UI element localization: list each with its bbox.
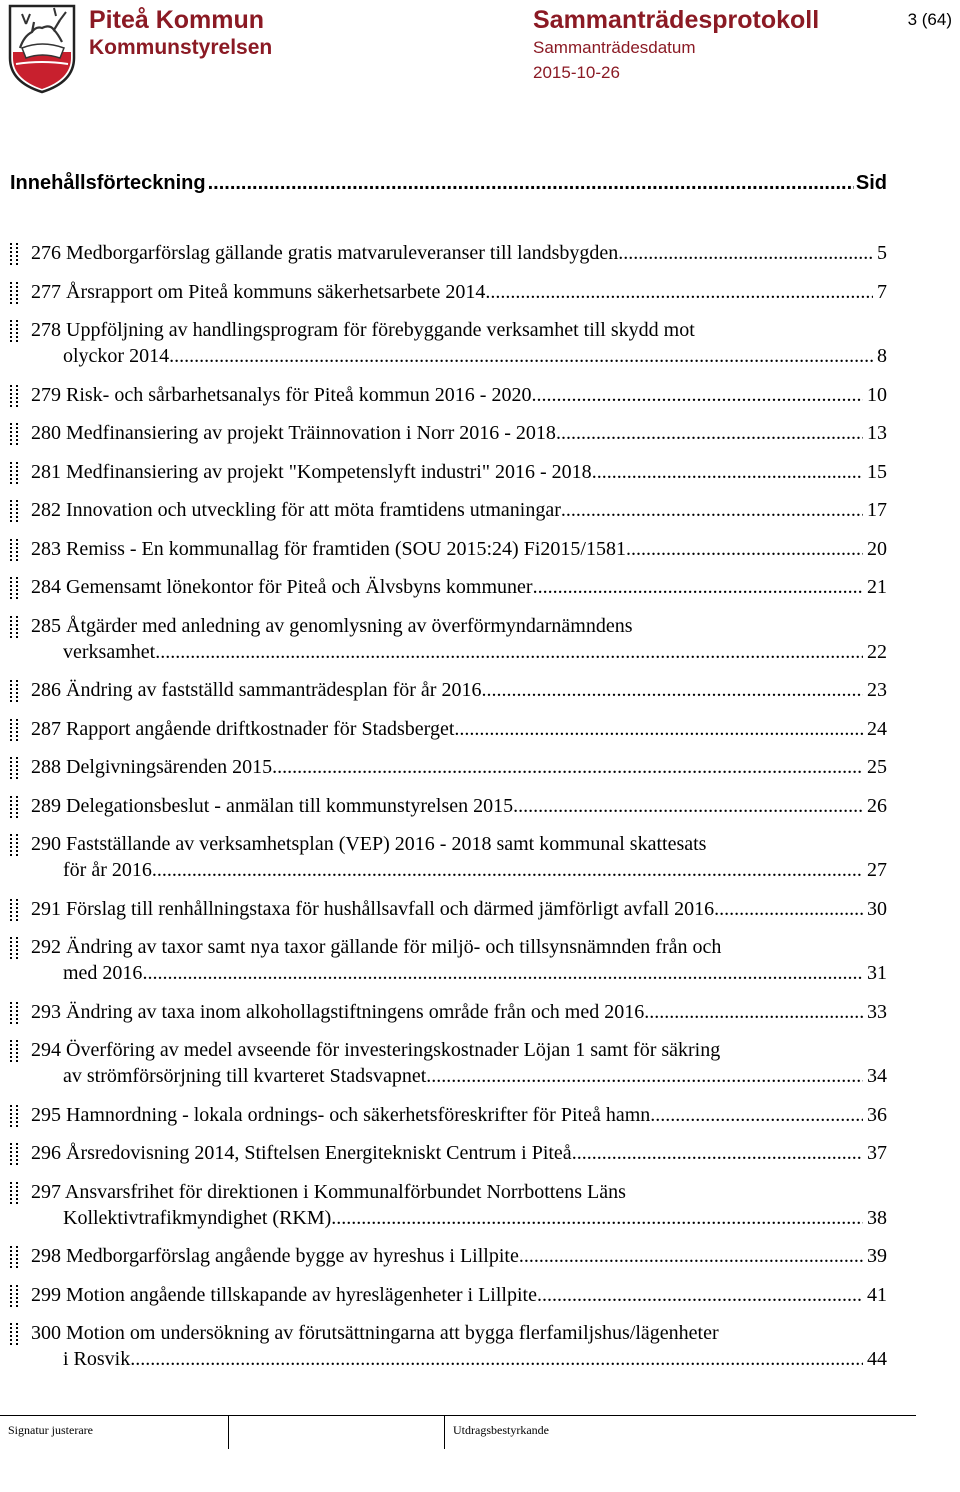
toc-entry[interactable] xyxy=(0,791,960,830)
bullet-marker-icon xyxy=(10,577,18,599)
dot-leader xyxy=(626,536,863,562)
toc-entry-title-line1: 292 Ändring av taxor samt nya taxor gällande för miljö- och tillsynsnämnden från och xyxy=(31,936,722,958)
toc-entry-row xyxy=(31,896,887,922)
signature-box-divider xyxy=(228,1415,229,1449)
toc-entry-row xyxy=(63,857,887,883)
toc-entry-row xyxy=(63,1346,887,1372)
toc-entry-page: 17 xyxy=(867,499,887,521)
dot-leader xyxy=(533,574,863,600)
toc-entry-row xyxy=(31,420,887,446)
toc-entry-page: 25 xyxy=(867,756,887,778)
dot-leader xyxy=(426,1063,863,1089)
dot-leader xyxy=(650,1102,863,1128)
dot-leader xyxy=(572,1140,863,1166)
toc-entry-title: med 2016 xyxy=(63,962,143,984)
toc-entry-title: 291 Förslag till renhållningstaxa för hushållsavfall och därmed jämförligt avfall 2016 xyxy=(31,897,715,920)
dot-leader xyxy=(454,716,863,742)
toc-entry-page: 39 xyxy=(867,1245,887,1267)
toc-entry-title: 288 Delgivningsärenden 2015 xyxy=(31,756,273,778)
toc-entry-page: 41 xyxy=(867,1283,887,1306)
toc-entry-title-line1: 278 Uppföljning av handlingsprogram för förebyggande verksamhet till skydd mot xyxy=(31,319,695,341)
bullet-marker-icon xyxy=(10,539,18,561)
organization-name: Piteå Kommun xyxy=(89,6,265,34)
dot-leader xyxy=(714,896,863,922)
page-number: 3 (64) xyxy=(907,10,952,29)
toc-entry-page: 8 xyxy=(877,345,887,367)
toc-entry-title: 287 Rapport angående driftkostnader för Stadsberget xyxy=(31,717,455,740)
toc-entry-row xyxy=(31,382,887,408)
page-footer xyxy=(0,1415,960,1455)
toc-entry[interactable] xyxy=(0,1241,960,1280)
certification-box-divider xyxy=(444,1415,445,1449)
toc-entry[interactable] xyxy=(0,315,960,380)
bullet-marker-icon xyxy=(10,243,18,265)
toc-entry-page: 22 xyxy=(867,640,887,663)
toc-entry-title: Kollektivtrafikmyndighet (RKM) xyxy=(63,1206,332,1229)
toc-entry[interactable] xyxy=(0,457,960,496)
dot-leader xyxy=(537,1282,863,1308)
toc-entry-row xyxy=(63,343,887,369)
bullet-marker-icon xyxy=(10,1002,18,1024)
toc-entry[interactable] xyxy=(0,572,960,611)
toc-entry[interactable] xyxy=(0,894,960,933)
dot-leader xyxy=(561,497,863,523)
toc-entry-title: 284 Gemensamt lönekontor för Piteå och Älvsbyns kommuner xyxy=(31,576,533,598)
board-name: Kommunstyrelsen xyxy=(89,36,273,59)
bullet-marker-icon xyxy=(10,796,18,818)
toc-entry-page: 20 xyxy=(867,537,887,560)
toc-entry-page: 15 xyxy=(867,460,887,483)
bullet-marker-icon xyxy=(10,937,18,959)
toc-entry-page: 34 xyxy=(867,1065,887,1087)
bullet-marker-icon xyxy=(10,616,18,638)
toc-entry-page: 7 xyxy=(877,280,887,303)
bullet-marker-icon xyxy=(10,899,18,921)
toc-entry-title: 282 Innovation och utveckling för att möta framtidens utmaningar xyxy=(31,499,561,521)
toc-entry[interactable] xyxy=(0,1035,960,1100)
toc-entry[interactable] xyxy=(0,277,960,316)
toc-entry-row xyxy=(31,716,887,742)
toc-entry-page: 31 xyxy=(867,962,887,984)
toc-entry[interactable] xyxy=(0,932,960,997)
toc-entry-page: 13 xyxy=(867,422,887,444)
toc-entry-page: 44 xyxy=(867,1348,887,1370)
signature-label: Signatur justerare xyxy=(8,1423,93,1437)
toc-entry-title: 298 Medborgarförslag angående bygge av hyreshus i Lillpite xyxy=(31,1245,519,1267)
toc-entry[interactable] xyxy=(0,1318,960,1383)
dot-leader xyxy=(618,240,873,266)
toc-entry-title: 280 Medfinansiering av projekt Träinnovation i Norr 2016 - 2018 xyxy=(31,422,556,444)
toc-entry[interactable] xyxy=(0,1280,960,1319)
toc-entry[interactable] xyxy=(0,495,960,534)
bullet-marker-icon xyxy=(10,834,18,856)
toc-entry[interactable] xyxy=(0,418,960,457)
toc-entry-row xyxy=(31,240,887,266)
pitea-coat-of-arms-logo xyxy=(6,2,78,94)
page-header xyxy=(0,0,960,100)
toc-entry-page: 33 xyxy=(867,1000,887,1023)
toc-entry-title: i Rosvik xyxy=(63,1348,131,1370)
meeting-date-label: Sammanträdesdatum xyxy=(533,38,696,57)
toc-entry-title: 293 Ändring av taxa inom alkohollagstiftningens område från och med 2016 xyxy=(31,1000,645,1023)
bullet-marker-icon xyxy=(10,1246,18,1268)
toc-entry-row xyxy=(31,1140,887,1166)
toc-title: Innehållsförteckning xyxy=(10,172,206,194)
dot-leader xyxy=(331,1205,863,1231)
toc-entry-page: 10 xyxy=(867,383,887,406)
toc-entry-row xyxy=(63,1063,887,1089)
toc-entry[interactable] xyxy=(0,534,960,573)
toc-entry-row xyxy=(31,574,887,600)
toc-entry[interactable] xyxy=(0,1100,960,1139)
toc-entry-row xyxy=(63,639,887,665)
bullet-marker-icon xyxy=(10,1143,18,1165)
toc-entry-row xyxy=(31,459,887,485)
bullet-marker-icon xyxy=(10,719,18,741)
document-title: Sammanträdesprotokoll xyxy=(533,6,820,34)
toc-entry-page: 21 xyxy=(867,576,887,598)
dot-leader xyxy=(208,172,854,195)
toc-entry-row xyxy=(31,999,887,1025)
toc-entry-page: 30 xyxy=(867,897,887,920)
toc-list xyxy=(0,238,960,1383)
toc-entry-title: för år 2016 xyxy=(63,859,152,881)
toc-entry[interactable] xyxy=(0,1138,960,1177)
toc-entry-title: 296 Årsredovisning 2014, Stiftelsen Energitekniskt Centrum i Piteå xyxy=(31,1142,572,1164)
toc-entry-page: 23 xyxy=(867,679,887,701)
dot-leader xyxy=(485,279,873,305)
dot-leader xyxy=(519,1243,863,1269)
dot-leader xyxy=(152,857,863,883)
toc-entry-row xyxy=(31,1282,887,1308)
toc-entry-page: 37 xyxy=(867,1142,887,1164)
toc-entry-row xyxy=(31,793,887,819)
toc-entry-title: 281 Medfinansiering av projekt "Kompetenslyft industri" 2016 - 2018 xyxy=(31,460,592,483)
toc-entry-title: 289 Delegationsbeslut - anmälan till kommunstyrelsen 2015 xyxy=(31,794,514,817)
toc-entry-title: 279 Risk- och sårbarhetsanalys för Piteå kommun 2016 - 2020 xyxy=(31,383,532,406)
toc-entry-page: 26 xyxy=(867,794,887,817)
toc-entry-row xyxy=(31,497,887,523)
bullet-marker-icon xyxy=(10,320,18,342)
toc-heading xyxy=(10,172,887,195)
toc-entry-row xyxy=(31,1243,887,1269)
toc-entry-title: 283 Remiss - En kommunallag för framtiden (SOU 2015:24) Fi2015/1581 xyxy=(31,537,626,560)
toc-entry[interactable] xyxy=(0,829,960,894)
bullet-marker-icon xyxy=(10,462,18,484)
toc-entry[interactable] xyxy=(0,752,960,791)
toc-entry-title: 276 Medborgarförslag gällande gratis matvaruleveranser till landsbygden xyxy=(31,242,619,264)
toc-entry-page: 27 xyxy=(867,859,887,881)
bullet-marker-icon xyxy=(10,1323,18,1345)
certification-label: Utdragsbestyrkande xyxy=(453,1423,549,1437)
toc-entry-row xyxy=(31,754,887,780)
meeting-date: 2015-10-26 xyxy=(533,63,620,82)
dot-leader xyxy=(481,677,863,703)
bullet-marker-icon xyxy=(10,1040,18,1062)
toc-entry-row xyxy=(31,536,887,562)
dot-leader xyxy=(592,459,863,485)
bullet-marker-icon xyxy=(10,757,18,779)
toc-entry-row xyxy=(63,1205,887,1231)
toc-entry-title: av strömförsörjning till kvarteret Stadsvapnet xyxy=(63,1065,427,1087)
bullet-marker-icon xyxy=(10,282,18,304)
toc-entry[interactable] xyxy=(0,997,960,1036)
dot-leader xyxy=(644,999,863,1025)
toc-entry-title: 295 Hamnordning - lokala ordnings- och säkerhetsföreskrifter för Piteå hamn xyxy=(31,1103,651,1126)
toc-entry-title: 286 Ändring av fastställd sammanträdesplan för år 2016 xyxy=(31,679,482,701)
toc-entry-title-line1: 300 Motion om undersökning av förutsättningarna att bygga flerfamiljshus/lägenheter xyxy=(31,1322,719,1344)
bullet-marker-icon xyxy=(10,1105,18,1127)
dot-leader xyxy=(531,382,863,408)
bullet-marker-icon xyxy=(10,680,18,702)
toc-entry[interactable] xyxy=(0,1177,960,1242)
toc-entry-title: verksamhet xyxy=(63,640,156,663)
toc-page-label: Sid xyxy=(855,172,887,194)
protocol-block xyxy=(533,4,819,86)
dot-leader xyxy=(513,793,863,819)
toc-entry-title-line1: 285 Åtgärder med anledning av genomlysning av överförmyndarnämndens xyxy=(31,614,633,637)
dot-leader xyxy=(142,960,863,986)
bullet-marker-icon xyxy=(10,1285,18,1307)
toc-entry-page: 5 xyxy=(877,242,887,264)
toc-entry-row xyxy=(63,960,887,986)
bullet-marker-icon xyxy=(10,1182,18,1204)
dot-leader xyxy=(169,343,873,369)
toc-entry-title: 277 Årsrapport om Piteå kommuns säkerhetsarbete 2014 xyxy=(31,280,486,303)
toc-entry-row xyxy=(31,279,887,305)
dot-leader xyxy=(556,420,863,446)
toc-entry[interactable] xyxy=(0,380,960,419)
toc-entry[interactable] xyxy=(0,238,960,277)
toc-entry[interactable] xyxy=(0,714,960,753)
bullet-marker-icon xyxy=(10,385,18,407)
toc-entry-page: 36 xyxy=(867,1103,887,1126)
toc-entry-row xyxy=(31,1102,887,1128)
toc-entry-page: 38 xyxy=(867,1206,887,1229)
toc-entry-row xyxy=(31,677,887,703)
toc-entry-title-line1: 290 Fastställande av verksamhetsplan (VEP) 2016 - 2018 samt kommunal skattesats xyxy=(31,833,707,855)
toc-entry-title-line1: 294 Överföring av medel avseende för investeringskostnader Löjan 1 samt för säkring xyxy=(31,1039,721,1061)
toc-entry-title: olyckor 2014 xyxy=(63,345,170,367)
toc-entry-page: 24 xyxy=(867,717,887,740)
dot-leader xyxy=(130,1346,863,1372)
organization-block xyxy=(89,4,272,60)
toc-entry-title: 299 Motion angående tillskapande av hyreslägenheter i Lillpite xyxy=(31,1283,537,1306)
toc-entry[interactable] xyxy=(0,675,960,714)
bullet-marker-icon xyxy=(10,500,18,522)
bullet-marker-icon xyxy=(10,423,18,445)
toc-entry[interactable] xyxy=(0,611,960,676)
dot-leader xyxy=(272,754,863,780)
toc-entry-title-line1: 297 Ansvarsfrihet för direktionen i Kommunalförbundet Norrbottens Läns xyxy=(31,1180,626,1203)
dot-leader xyxy=(155,639,863,665)
